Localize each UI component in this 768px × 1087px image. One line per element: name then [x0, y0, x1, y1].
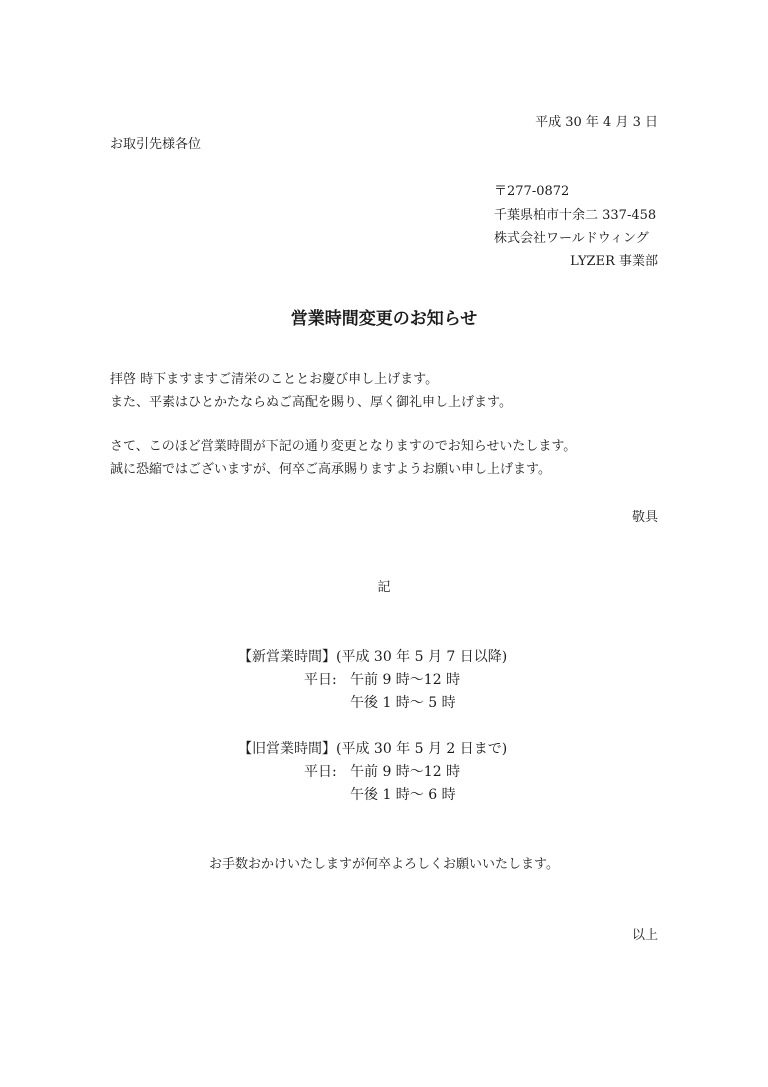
new-hours-afternoon: 午後 1 時〜 5 時 — [350, 695, 456, 711]
new-hours-morning: 午前 9 時〜12 時 — [350, 672, 461, 688]
document-date: 平成 30 年 4 月 3 日 — [535, 115, 658, 130]
sender-company: 株式会社ワールドウィング — [494, 231, 649, 246]
old-hours-morning: 午前 9 時〜12 時 — [350, 764, 461, 780]
sender-address: 千葉県柏市十余二 337-458 — [494, 208, 657, 223]
body-line: また、平素はひとかたならぬご高配を賜り、厚く御礼申し上げます。 — [110, 395, 512, 410]
old-hours-weekday-label: 平日: — [304, 764, 337, 780]
closing-keigu: 敬具 — [631, 510, 658, 525]
ki-marker: 記 — [377, 580, 391, 595]
body-line: 誠に恐縮ではございますが、何卒ご高承賜りますようお願い申し上げます。 — [110, 462, 551, 477]
old-hours-afternoon: 午後 1 時〜 6 時 — [350, 787, 456, 803]
sender-postal-code: 〒277-0872 — [494, 184, 570, 199]
body-line: 拝啓 時下ますますご清栄のこととお慶び申し上げます。 — [110, 372, 439, 387]
recipient: お取引先様各位 — [110, 137, 202, 152]
new-hours-heading: 【新営業時間】(平成 30 年 5 月 7 日以降) — [238, 649, 508, 665]
document-title: 営業時間変更のお知らせ — [290, 309, 478, 329]
body-line: さて、このほど営業時間が下記の通り変更となりますのでお知らせいたします。 — [110, 439, 577, 454]
new-hours-weekday-label: 平日: — [304, 672, 337, 688]
sender-department: LYZER 事業部 — [570, 254, 658, 269]
closing-ijou: 以上 — [631, 928, 658, 943]
old-hours-heading: 【旧営業時間】(平成 30 年 5 月 2 日まで) — [238, 741, 508, 757]
request-line: お手数おかけいたしますが何卒よろしくお願いいたします。 — [209, 857, 559, 872]
